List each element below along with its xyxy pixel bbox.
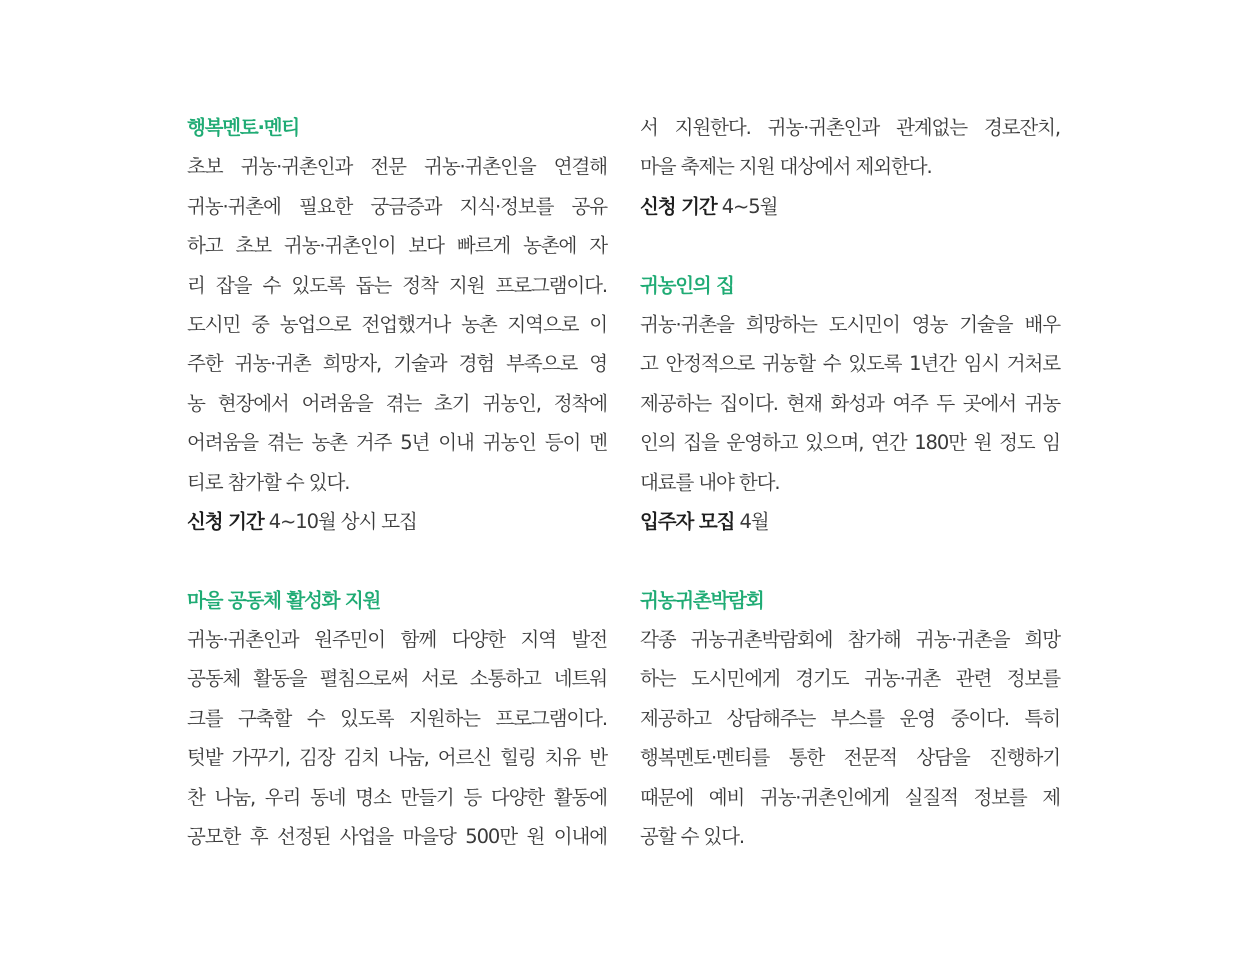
body-line: 제공하고 상담해주는 부스를 운영 중이다. 특히 bbox=[640, 706, 1060, 730]
body-line: 공모한 후 선정된 사업을 마을당 500만 원 이내에 bbox=[187, 825, 607, 849]
body-line: 공동체 활동을 펼침으로써 서로 소통하고 네트워 bbox=[187, 667, 607, 691]
period-value: 4~5월 bbox=[716, 194, 778, 218]
body-line: 귀농·귀촌에 필요한 궁금증과 지식·정보를 공유 bbox=[187, 194, 607, 218]
body-line: 주한 귀농·귀촌 희망자, 기술과 경험 부족으로 영 bbox=[187, 352, 607, 376]
move-in-recruitment-house bbox=[640, 502, 1060, 541]
body-line: 귀농·귀촌을 희망하는 도시민이 영농 기술을 배우 bbox=[640, 312, 1060, 336]
body-line: 도시민 중 농업으로 전업했거나 농촌 지역으로 이 bbox=[187, 312, 607, 336]
body-line: 행복멘토·멘티를 통한 전문적 상담을 진행하기 bbox=[640, 746, 1060, 770]
body-line: 각종 귀농귀촌박람회에 참가해 귀농·귀촌을 희망 bbox=[640, 628, 1060, 652]
section-title-community: 마을 공동체 활성화 지원 bbox=[187, 588, 381, 612]
body-line: 크를 구축할 수 있도록 지원하는 프로그램이다. bbox=[187, 706, 607, 730]
body-line: 공할 수 있다. bbox=[640, 825, 744, 849]
section-title-expo: 귀농귀촌박람회 bbox=[640, 588, 764, 612]
body-line: 티로 참가할 수 있다. bbox=[187, 470, 350, 494]
body-line: 하는 도시민에게 경기도 귀농·귀촌 관련 정보를 bbox=[640, 667, 1060, 691]
body-line: 제공하는 집이다. 현재 화성과 여주 두 곳에서 귀농 bbox=[640, 391, 1060, 415]
period-value: 4월 bbox=[734, 509, 769, 533]
left-column bbox=[187, 108, 607, 856]
body-line: 리 잡을 수 있도록 돕는 정착 지원 프로그램이다. bbox=[187, 273, 607, 297]
section-divider-space bbox=[187, 541, 607, 580]
body-line: 서 지원한다. 귀농·귀촌인과 관계없는 경로잔치, bbox=[640, 116, 1060, 139]
period-label: 신청 기간 bbox=[187, 509, 264, 533]
period-label: 입주자 모집 bbox=[640, 509, 735, 533]
body-line: 귀농·귀촌인과 원주민이 함께 다양한 지역 발전 bbox=[187, 628, 607, 652]
body-line: 때문에 예비 귀농·귀촌인에게 실질적 정보를 제 bbox=[640, 785, 1060, 809]
application-period-community bbox=[640, 187, 1060, 226]
body-line: 하고 초보 귀농·귀촌인이 보다 빠르게 농촌에 자 bbox=[187, 234, 607, 258]
section-divider-space bbox=[640, 541, 1060, 580]
body-line: 찬 나눔, 우리 동네 명소 만들기 등 다양한 활동에 bbox=[187, 785, 607, 809]
body-line: 텃밭 가꾸기, 김장 김치 나눔, 어르신 힐링 치유 반 bbox=[187, 746, 607, 770]
application-period-mentor bbox=[187, 502, 607, 541]
period-label: 신청 기간 bbox=[640, 194, 717, 218]
body-line: 마을 축제는 지원 대상에서 제외한다. bbox=[640, 155, 932, 179]
right-column bbox=[640, 108, 1060, 856]
body-line: 농 현장에서 어려움을 겪는 초기 귀농인, 정착에 bbox=[187, 391, 607, 415]
body-line: 인의 집을 운영하고 있으며, 연간 180만 원 정도 임 bbox=[640, 431, 1060, 455]
section-title-mentor: 행복멘토·멘티 bbox=[187, 116, 300, 139]
body-line: 초보 귀농·귀촌인과 전문 귀농·귀촌인을 연결해 bbox=[187, 155, 607, 179]
section-title-house: 귀농인의 집 bbox=[640, 273, 734, 297]
body-line: 어려움을 겪는 농촌 거주 5년 이내 귀농인 등이 멘 bbox=[187, 431, 607, 455]
section-divider-space bbox=[640, 226, 1060, 265]
body-line: 대료를 내야 한다. bbox=[640, 470, 780, 494]
body-line: 고 안정적으로 귀농할 수 있도록 1년간 임시 거처로 bbox=[640, 352, 1060, 376]
period-value: 4~10월 상시 모집 bbox=[263, 509, 417, 533]
